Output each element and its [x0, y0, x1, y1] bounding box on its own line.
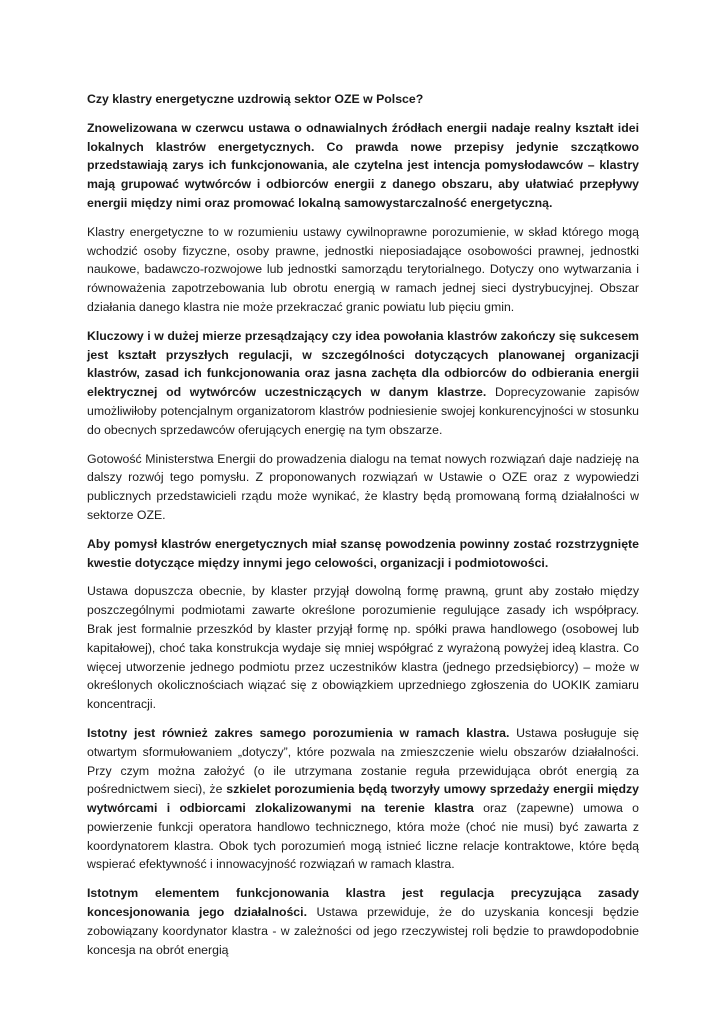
- paragraph-agreement-scope-bold-1: Istotny jest również zakres samego porozumienia w ramach klastra.: [87, 725, 510, 740]
- document-page: [87, 90, 639, 969]
- paragraph-key-regulations-bold: Kluczowy i w dużej mierze przesądzający czy idea powołania klastrów zakończy się sukcesem jest kształt przyszłych regulacji, w szczególności dotyczących planowanej organizacji klastrów, zasad ich funkcjonowania oraz jasna zachęta dla odbiorców do odbierania energii elektrycznej od wytwórców uczestniczących w danym klastrze.: [87, 328, 639, 400]
- document-title: Czy klastry energetyczne uzdrowią sektor OZE w Polsce?: [87, 92, 424, 106]
- paragraph-key-regulations: [87, 327, 639, 440]
- paragraph-licensing: [87, 884, 639, 959]
- paragraph-definition: Klastry energetyczne to w rozumieniu ustawy cywilnoprawne porozumienie, w skład którego mogą wchodzić osoby fizyczne, osoby prawne, jednostki nieposiadające osobowości prawnej, jednostki naukowe, badawczo-rozwojowe lub jednostki samorządu terytorialnego. Dotyczy ono wytwarzania i równoważenia zapotrzebowania lub obrotu energią w ramach jednej sieci dystrybucyjnej. Obszar działania danego klastra nie może przekraczać granic powiatu lub pięciu gmin.: [87, 224, 639, 314]
- paragraph-licensing-bold: Istotnym elementem funkcjonowania klastra jest regulacja precyzująca zasady koncesjonowania jego działalności.: [87, 886, 639, 920]
- paragraph-agreement-scope-text-1: Ustawa posługuje się otwartym sformułowaniem „dotyczy”, które pozwala na zmieszczenie wielu obszarów działalności. Przy czym można założyć (o ile utrzymana zostanie reguła przewidująca obrót energią za pośrednictwem sieci), że: [87, 725, 639, 797]
- paragraph-agreement-scope-bold-2: szkielet porozumienia będą tworzyły umowy sprzedaży energii między wytwórcami i odbiorcami zlokalizowanymi na terenie klastra: [87, 782, 640, 816]
- paragraph-licensing-text: Ustawa przewiduje, że do uzyskania koncesji będzie zobowiązany koordynator klastra - w zależności od jego rzeczywistej roli będzie to prawdopodobnie koncesja na obrót energią: [87, 905, 639, 957]
- paragraph-key-regulations-text: Doprecyzowanie zapisów umożliwiłoby potencjalnym organizatorom klastrów podniesienie swojej konkurencyjności w stosunku do obecnych sprzedawców oferujących energię na tym obszarze.: [87, 385, 639, 437]
- lead-paragraph: Znowelizowana w czerwcu ustawa o odnawialnych źródłach energii nadaje realny kształt idei lokalnych klastrów energetycznych. Co prawda nowe przepisy jedynie szczątkowo przedstawiają zarys ich funkcjonowania, ale czytelna jest intencja pomysłodawców – klastry mają grupować wytwórców i odbiorców energii z danego obszaru, aby ułatwiać przepływy energii między nimi oraz promować lokalną samowystarczalność energetyczną.: [87, 120, 639, 210]
- paragraph-agreement-scope-text-2: oraz (zapewne) umowa o powierzenie funkcji operatora handlowo technicznego, która może (choć nie musi) być zawarta z koordynatorem klastra. Obok tych porozumień mogą istnieć liczne relacje kontraktowe, które będą wspierać efektywność i innowacyjność rozwiązań w ramach klastra.: [87, 801, 639, 872]
- paragraph-legal-form: Ustawa dopuszcza obecnie, by klaster przyjął dowolną formę prawną, grunt aby zostało między poszczególnymi podmiotami zawarte określone porozumienie regulujące zasady ich współpracy. Brak jest formalnie przeszkód by klaster przyjął formę np. spółki prawa handlowego (osobowej lub kapitałowej), choć taka konstrukcja wydaje się mniej współgrać z wyrażoną powyżej ideą klastra. Co więcej utworzenie jednego podmiotu przez uczestników klastra (jednego przedsiębiorcy) – może w określonych okolicznościach wiązać się z obowiązkiem uprzedniego zgłoszenia do UOKIK zamiaru koncentracji.: [87, 584, 639, 712]
- paragraph-agreement-scope: [87, 724, 639, 874]
- paragraph-ministry: Gotowość Ministerstwa Energii do prowadzenia dialogu na temat nowych rozwiązań daje nadzieję na dalszy rozwój tego pomysłu. Z proponowanych rozwiązań w Ustawie o OZE oraz z wypowiedzi publicznych przedstawicieli rządu może wynikać, że klastry będą promowaną formą działalności w sektorze OZE.: [87, 451, 639, 522]
- paragraph-success-conditions: Aby pomysł klastrów energetycznych miał szansę powodzenia powinny zostać rozstrzygnięte kwestie dotyczące między innymi jego celowości, organizacji i podmiotowości.: [87, 536, 639, 570]
